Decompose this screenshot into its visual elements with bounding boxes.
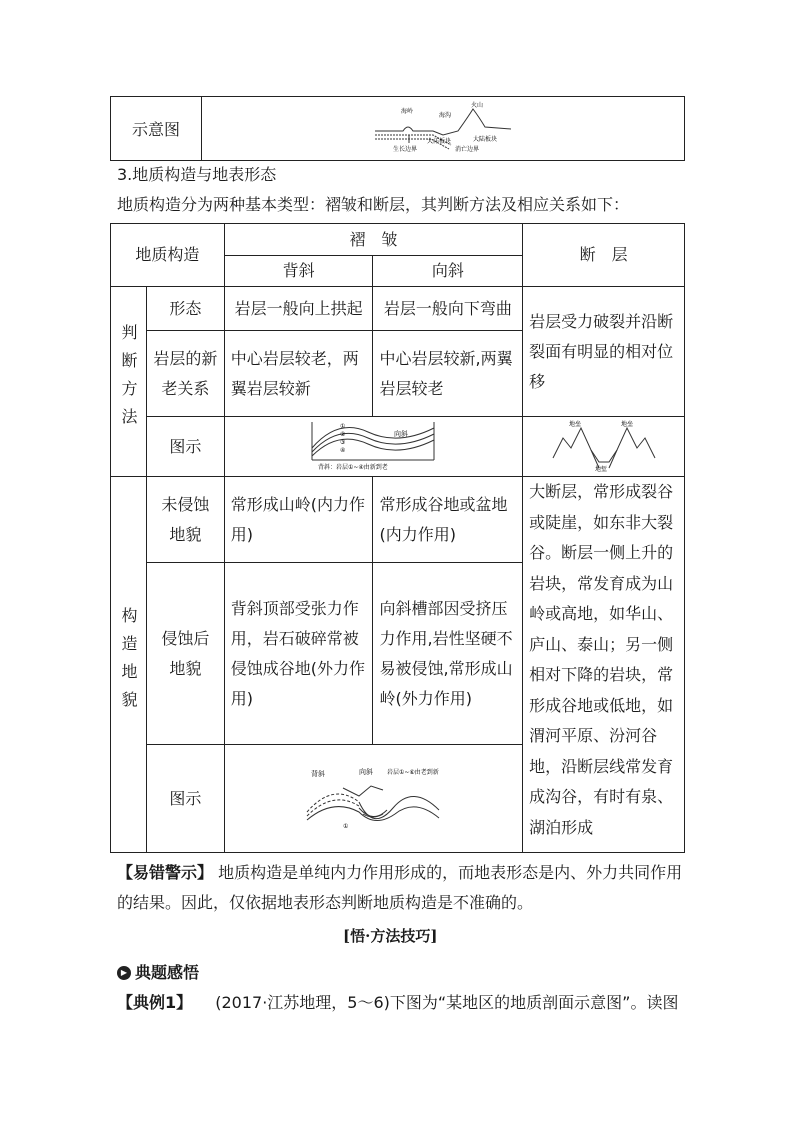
uneroded-syncline: 常形成谷地或盆地(内力作用) xyxy=(373,477,523,563)
label-subduction-boundary: 消亡边界 xyxy=(455,145,480,153)
example-tag: 【典例1】 xyxy=(117,993,193,1012)
shape-anticline: 岩层一般向上拱起 xyxy=(224,287,373,331)
age-syncline: 中心岩层较新,两翼岩层较老 xyxy=(373,331,523,417)
label-hailing: 海岭 xyxy=(401,107,414,115)
method-heading: [悟·方法技巧] xyxy=(343,927,438,945)
label-growth-boundary: 生长边界 xyxy=(393,145,418,153)
row-age-label: 岩层的新老关系 xyxy=(146,331,224,417)
fold-diagram-cell xyxy=(224,417,522,477)
warning-tag: 【易错警示】 xyxy=(117,863,214,882)
landform-group: 构造地貌 xyxy=(111,477,147,853)
row-diagram1-label: 图示 xyxy=(146,417,224,477)
syncline-label: 向斜 xyxy=(394,429,409,438)
top-table-label: 示意图 xyxy=(111,97,202,161)
horst-label-left: 地垒 xyxy=(568,420,581,428)
shape-syncline: 岩层一般向下弯曲 xyxy=(373,287,523,331)
row-eroded-label: 侵蚀后地貌 xyxy=(146,563,224,745)
play-circle-icon: ▶ xyxy=(117,966,131,980)
eroded-anticline-label: 背斜 xyxy=(311,769,326,778)
label-volcano: 火山 xyxy=(471,101,484,109)
fold-diagram xyxy=(308,418,438,472)
fault-diagram-cell xyxy=(523,417,685,477)
horst-label-right: 地垒 xyxy=(620,420,633,428)
eroded-layer-1: ① xyxy=(343,822,349,830)
horst-graben-diagram xyxy=(549,418,659,472)
fault-judge: 岩层受力破裂并沿断裂面有明显的相对位移 xyxy=(523,287,685,417)
label-continent-plate: 大陆板块 xyxy=(473,135,498,143)
plate-boundary-diagram xyxy=(373,101,513,153)
eroded-diagram-cell xyxy=(224,745,522,853)
intro-text: 地质构造分为两种基本类型：褶皱和断层，其判断方法及相应关系如下： xyxy=(117,195,630,214)
eroded-anticline: 背斜顶部受张力作用，岩石破碎常被侵蚀成谷地(外力作用) xyxy=(224,563,373,745)
example-heading: 典题感悟 xyxy=(135,963,200,982)
age-anticline: 中心岩层较老，两翼岩层较新 xyxy=(224,331,373,417)
row-uneroded-label: 未侵蚀地貌 xyxy=(146,477,224,563)
section-title: 3.地质构造与地表形态 xyxy=(117,165,277,184)
plate-diagram-cell xyxy=(202,97,685,161)
layer-4: ④ xyxy=(340,446,346,454)
label-haigou: 海沟 xyxy=(439,111,452,119)
judge-group: 判断方法 xyxy=(111,287,147,477)
header-fault: 断 层 xyxy=(523,224,685,287)
top-table xyxy=(110,96,685,161)
header-anticline: 背斜 xyxy=(224,256,373,287)
eroded-syncline-label: 向斜 xyxy=(359,767,374,776)
warning-block xyxy=(117,858,685,918)
header-fold: 褶 皱 xyxy=(224,224,522,256)
example-text: (2017·江苏地理，5～6)下图为“某地区的地质剖面示意图”。读图 xyxy=(215,993,679,1012)
uneroded-anticline: 常形成山岭(内力作用) xyxy=(224,477,373,563)
fold-caption: 背斜：岩层①~④由新到老 xyxy=(318,463,389,471)
layer-3: ③ xyxy=(340,438,346,446)
warning-text: 地质构造是单纯内力作用形成的，而地表形态是内、外力共同作用的结果。因此，仅依据地表形态判断地质构造是不准确的。 xyxy=(117,863,683,912)
eroded-layers-caption: 岩层①~⑥由老到新 xyxy=(387,768,440,776)
layer-1: ① xyxy=(340,422,346,430)
row-shape-label: 形态 xyxy=(146,287,224,331)
graben-label: 地堑 xyxy=(594,465,607,472)
example-heading-row xyxy=(117,958,199,988)
eroded-fold-diagram xyxy=(303,762,443,832)
header-geo: 地质构造 xyxy=(111,224,225,287)
eroded-syncline: 向斜槽部因受挤压力作用,岩性坚硬不易被侵蚀,常形成山岭(外力作用) xyxy=(373,563,523,745)
example-line xyxy=(117,988,687,1018)
fault-landform: 大断层，常形成裂谷或陡崖，如东非大裂谷。断层一侧上升的岩块，常发育成为山岭或高地，如华山、庐山、泰山；另一侧相对下降的岩块，常形成谷地或低地，如渭河平原、汾河谷地，沿断层线常发育成沟谷，有时有泉、湖泊形成 xyxy=(523,477,685,853)
layer-2: ② xyxy=(340,430,346,438)
label-ocean-plate: 大洋板块 xyxy=(427,137,452,145)
header-syncline: 向斜 xyxy=(373,256,523,287)
row-diagram2-label: 图示 xyxy=(146,745,224,853)
main-table xyxy=(110,223,685,853)
